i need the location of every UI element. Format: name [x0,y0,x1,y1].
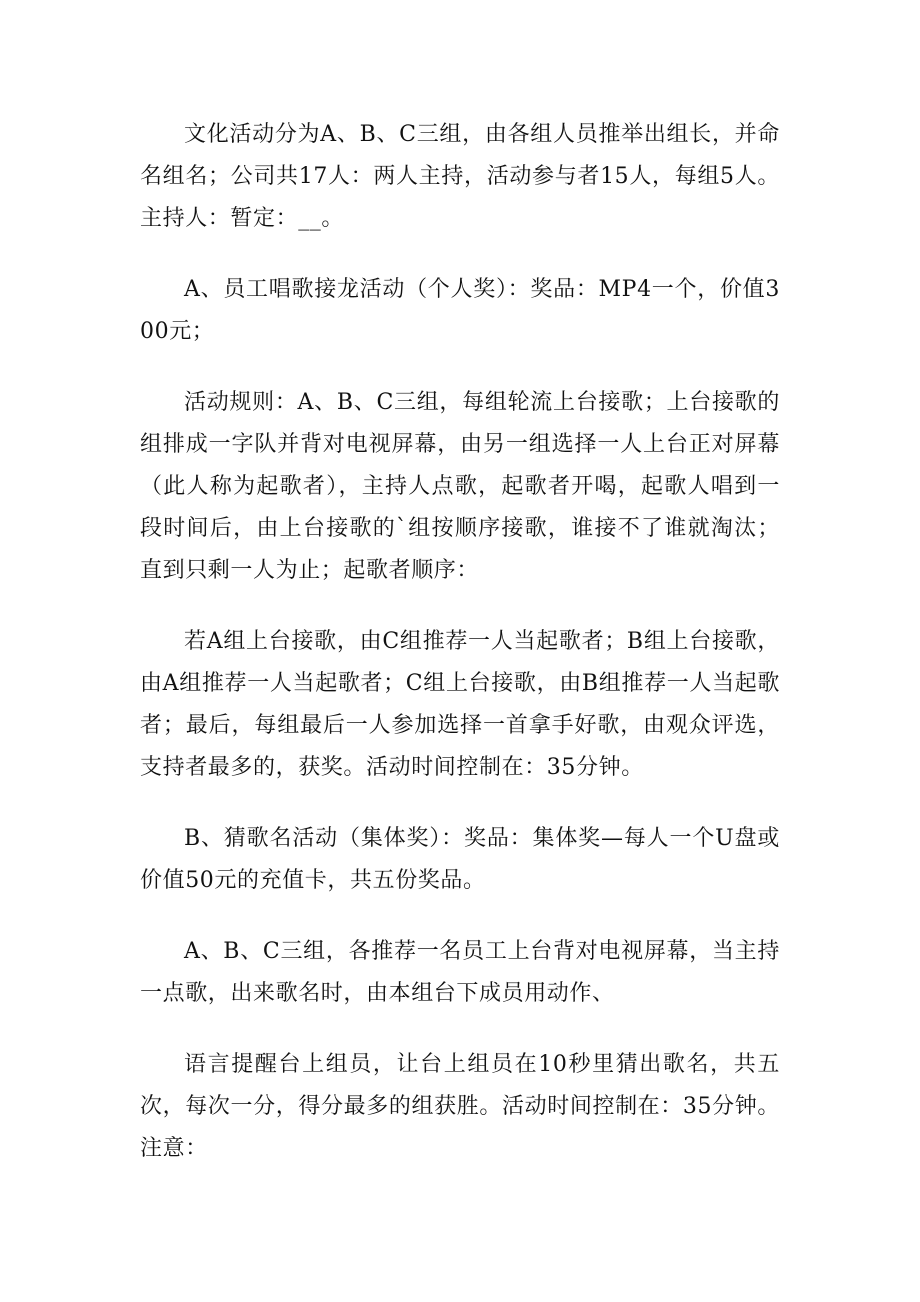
paragraph-guess-song: B、猜歌名活动（集体奖）：奖品：集体奖—每人一个U盘或价值50元的充值卡，共五份奖品。 [140,826,780,893]
document-body [140,114,780,1199]
paragraph-activity-rules: 活动规则：A、B、C三组，每组轮流上台接歌；上台接歌的组排成一字队并背对电视屏幕，由另一组选择一人上台正对屏幕（此人称为起歌者），主持人点歌，起歌者开喝，起歌人唱到一段时间后，由上台接歌的`组按顺序接歌，谁接不了谁就淘汰；直到只剩一人为止；起歌者顺序： [140,390,780,583]
paragraph-starter-order: 若A组上台接歌，由C组推荐一人当起歌者；B组上台接歌，由A组推荐一人当起歌者；C组上台接歌，由B组推荐一人当起歌者；最后，每组最后一人参加选择一首拿手好歌，由观众评选，支持者最多的，获奖。活动时间控制在：35分钟。 [140,629,780,780]
paragraph-grouping: 文化活动分为A、B、C三组，由各组人员推举出组长，并命名组名；公司共17人：两人主持，活动参与者15人，每组5人。主持人：暂定：__。 [140,122,780,231]
paragraph-singing-relay: A、员工唱歌接龙活动（个人奖）：奖品：MP4一个，价值300元； [140,277,780,344]
paragraph-guess-rules: 语言提醒台上组员，让台上组员在10秒里猜出歌名，共五次，每次一分，得分最多的组获胜。活动时间控制在：35分钟。注意： [140,1052,780,1161]
paragraph-team-setup: A、B、C三组，各推荐一名员工上台背对电视屏幕，当主持一点歌，出来歌名时，由本组台下成员用动作、 [140,939,780,1006]
